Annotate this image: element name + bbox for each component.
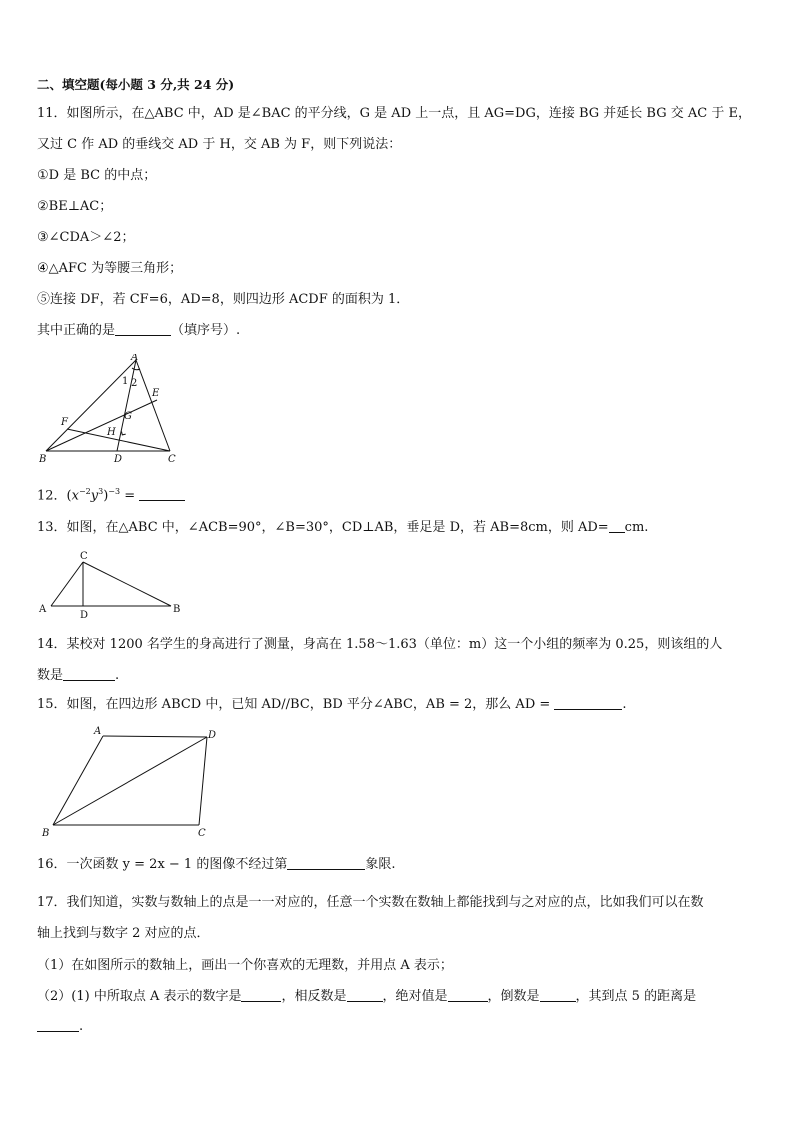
- q17-line2: 轴上找到与数字 2 对应的点．: [37, 926, 210, 941]
- label-h: H: [107, 427, 116, 438]
- section-title: 二、填空题(每小题 3 分,共 24 分): [37, 77, 235, 92]
- q12-line: 12．$(x^{-2}y^3)^{-3}$ =: [37, 483, 185, 505]
- q12-number: 12．: [37, 488, 67, 504]
- q11-answer-suffix: （填序号）.: [171, 323, 241, 338]
- label-b: B: [173, 604, 181, 615]
- q14-line2-suffix: .: [115, 668, 120, 683]
- label-e: E: [152, 388, 160, 399]
- label-g: G: [124, 411, 132, 422]
- q11-item-2: ②BE⊥AC；: [37, 199, 113, 214]
- label-c: C: [198, 828, 206, 839]
- q17-part1: （1）在如图所示的数轴上，画出一个你喜欢的无理数，并用点 A 表示；: [37, 958, 453, 973]
- q14-line2-prefix: 数是: [37, 668, 64, 683]
- label-b: B: [42, 828, 50, 839]
- q16-suffix: 象限.: [365, 857, 396, 872]
- q17-blank-absolute[interactable]: [448, 988, 488, 1002]
- q17-part2-line: [37, 988, 696, 1006]
- label-d: D: [208, 730, 217, 741]
- q15-line: [37, 696, 627, 714]
- q12-exp-y: 3: [98, 487, 104, 496]
- q16-line: [37, 856, 395, 874]
- q14-line2: [37, 667, 119, 685]
- q17-line1: 17．我们知道，实数与数轴上的点是一一对应的，任意一个实数在数轴上都能找到与之对应的点，比如我们可以在数: [37, 895, 704, 910]
- q13-unit: cm.: [624, 520, 649, 535]
- q11-answer-line: [37, 322, 240, 340]
- label-angle-1: 1: [122, 376, 129, 387]
- q12-outer-exp: −3: [108, 487, 121, 496]
- q13-right-triangle-figure: [37, 548, 187, 618]
- q17-part2-c: ，绝对值是: [382, 989, 448, 1004]
- label-d: D: [80, 610, 89, 618]
- q13-text: 13．如图，在△ABC 中，∠ACB=90°，∠B=30°，CD⊥AB，垂足是 D，若 AB=8cm，则 AD=: [37, 520, 609, 535]
- q11-line1: 11．如图所示，在△ABC 中，AD 是∠BAC 的平分线，G 是 AD 上一点，且 AG=DG，连接 BG 并延长 BG 交 AC 于 E，: [37, 106, 751, 121]
- q12-answer-blank[interactable]: [139, 487, 185, 501]
- q17-part2-a: （2）(1) 中所取点 A 表示的数字是: [37, 989, 242, 1004]
- q11-item-4: ④△AFC 为等腰三角形；: [37, 261, 183, 276]
- q17-part2-d: ，倒数是: [487, 989, 540, 1004]
- q13-line: [37, 519, 648, 537]
- label-angle-2: 2: [131, 378, 138, 389]
- label-a: A: [131, 354, 139, 363]
- label-c: C: [80, 551, 88, 562]
- q11-item-5: ⑤连接 DF，若 CF=6，AD=8，则四边形 ACDF 的面积为 1．: [37, 292, 410, 307]
- q11-answer-prefix: 其中正确的是: [37, 323, 116, 338]
- q17-blank-number[interactable]: [241, 988, 281, 1002]
- q15-text: 15．如图，在四边形 ABCD 中，已知 AD//BC，BD 平分∠ABC，AB = 2，那么 AD =: [37, 697, 551, 712]
- label-b: B: [39, 454, 47, 465]
- q11-answer-blank[interactable]: [115, 322, 171, 336]
- q16-prefix: 16．一次函数 y = 2x − 1 的图像不经过第: [37, 857, 288, 872]
- q15-answer-blank[interactable]: [554, 696, 622, 710]
- q12-equals: =: [124, 488, 136, 504]
- q12-x: x: [71, 488, 79, 504]
- q15-quadrilateral-figure: [41, 724, 231, 839]
- q15-end: .: [622, 697, 627, 712]
- label-d: D: [114, 454, 123, 465]
- q11-item-1: ①D 是 BC 的中点；: [37, 168, 157, 183]
- q13-answer-blank[interactable]: [609, 519, 625, 533]
- label-c: C: [168, 454, 176, 465]
- q17-blank-reciprocal[interactable]: [540, 988, 576, 1002]
- q11-triangle-figure: [39, 354, 199, 468]
- q12-y: y: [90, 488, 99, 504]
- q11-item-3: ③∠CDA＞∠2；: [37, 230, 135, 245]
- q17-part2-end: .: [79, 1019, 84, 1034]
- label-a: A: [94, 726, 102, 737]
- q12-exp-x: −2: [78, 487, 91, 496]
- q11-line2: 又过 C 作 AD 的垂线交 AD 于 H，交 AB 为 F，则下列说法：: [37, 137, 402, 152]
- label-a: A: [39, 604, 47, 615]
- q17-blank-opposite[interactable]: [347, 988, 383, 1002]
- q17-part2-end-line: [37, 1018, 83, 1036]
- label-f: F: [61, 417, 68, 428]
- q14-answer-blank[interactable]: [63, 667, 115, 681]
- q14-line1: 14．某校对 1200 名学生的身高进行了测量，身高在 1.58～1.63（单位：m）这一个小组的频率为 0.25，则该组的人: [37, 637, 723, 652]
- q17-part2-b: ，相反数是: [281, 989, 347, 1004]
- q17-blank-distance[interactable]: [37, 1018, 79, 1032]
- q17-part2-e: ，其到点 5 的距离是: [575, 989, 697, 1004]
- q16-answer-blank[interactable]: [287, 856, 365, 870]
